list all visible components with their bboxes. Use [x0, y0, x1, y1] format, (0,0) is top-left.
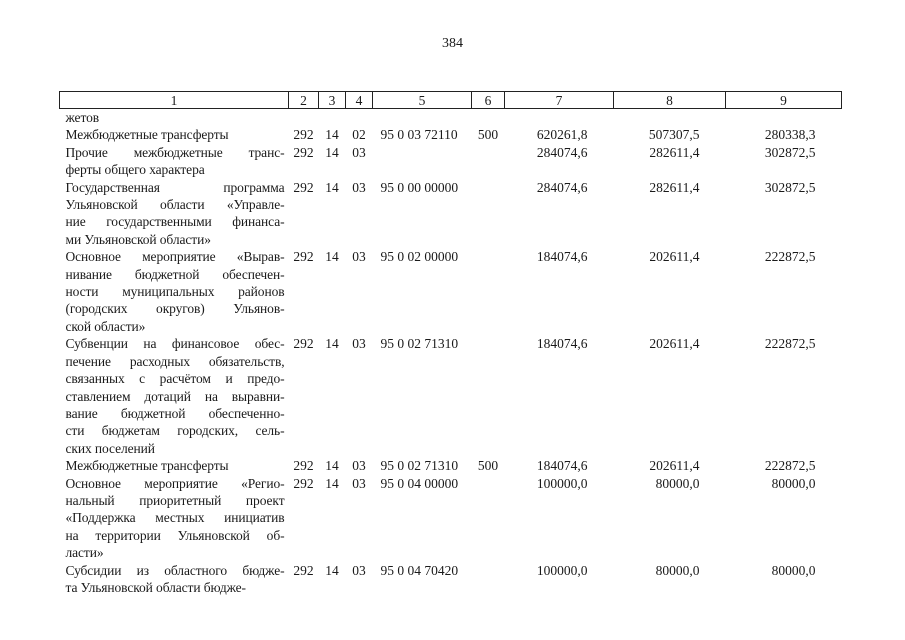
- row-name-line: Межбюджетные трансферты: [65, 127, 229, 143]
- cell-col-3: 14: [325, 458, 339, 474]
- table-row: [60, 457, 842, 474]
- cell-col-5: 95 0 00 00000: [380, 179, 459, 195]
- cell-col-7: 184074,6: [536, 458, 588, 474]
- column-header-7: 7: [505, 92, 614, 109]
- cell-col-6: [472, 179, 505, 249]
- row-name-line: связанных с расчётом и предо-: [65, 371, 285, 387]
- cell-col-2: 292: [293, 336, 314, 352]
- row-name-line: ставлением дотаций на выравни-: [65, 388, 285, 404]
- cell-col-3: [319, 109, 346, 127]
- column-header-9: 9: [726, 92, 842, 109]
- cell-col-5: 95 0 02 00000: [380, 249, 459, 265]
- row-name-line: ской области»: [65, 318, 146, 334]
- row-name-cell: [60, 457, 289, 474]
- column-header-4: 4: [346, 92, 373, 109]
- table-row: [60, 179, 842, 249]
- cell-col-2: 292: [293, 562, 314, 578]
- row-name-line: Государственная программа: [65, 179, 285, 195]
- row-name-line: Ульяновской области «Управле-: [65, 197, 285, 213]
- row-name-line: Субсидии из областного бюдже-: [65, 562, 285, 578]
- cell-col-7: 100000,0: [536, 562, 588, 578]
- row-name-line: нивание бюджетной обеспечен-: [65, 266, 285, 282]
- cell-col-6: 500: [477, 458, 499, 474]
- cell-col-9: 302872,5: [764, 144, 816, 160]
- cell-col-7: 620261,8: [536, 127, 588, 143]
- cell-col-5: 95 0 02 71310: [380, 336, 459, 352]
- table-row: [60, 335, 842, 457]
- row-name-line: «Поддержка местных инициатив: [65, 510, 285, 526]
- column-header-2: 2: [289, 92, 319, 109]
- cell-col-3: 14: [325, 475, 339, 491]
- cell-col-4: 03: [352, 144, 366, 160]
- cell-col-2: 292: [293, 179, 314, 195]
- cell-col-4: 03: [352, 249, 366, 265]
- cell-col-4: 03: [352, 562, 366, 578]
- row-name-line: печение расходных обязательств,: [65, 353, 285, 369]
- cell-col-7: 184074,6: [536, 249, 588, 265]
- row-name-line: нальный приоритетный проект: [65, 492, 285, 508]
- cell-col-9: [726, 109, 842, 127]
- row-name-line: вание бюджетной обеспеченно-: [65, 405, 285, 421]
- cell-col-6: [472, 109, 505, 127]
- row-name-cell: [60, 144, 289, 179]
- cell-col-6: [472, 248, 505, 335]
- cell-col-4: 03: [352, 179, 366, 195]
- cell-col-6: 500: [477, 127, 499, 143]
- cell-col-5: 95 0 04 70420: [380, 562, 459, 578]
- row-name-cell: [60, 248, 289, 335]
- cell-col-9: 80000,0: [771, 475, 816, 491]
- cell-col-3: 14: [325, 562, 339, 578]
- row-name-line: ских поселений: [65, 440, 155, 456]
- row-name-line: та Ульяновской области бюдже-: [65, 579, 246, 595]
- cell-col-3: 14: [325, 179, 339, 195]
- row-name-line: Основное мероприятие «Вырав-: [65, 249, 285, 265]
- cell-col-8: 202611,4: [649, 336, 700, 352]
- cell-col-5: [373, 109, 472, 127]
- cell-col-8: [614, 109, 726, 127]
- cell-col-8: 282611,4: [649, 179, 700, 195]
- cell-col-2: 292: [293, 249, 314, 265]
- cell-col-4: 03: [352, 458, 366, 474]
- row-name-line: ности муниципальных районов: [65, 284, 285, 300]
- column-header-1: 1: [60, 92, 289, 109]
- cell-col-7: [505, 109, 614, 127]
- cell-col-4: 03: [352, 475, 366, 491]
- column-header-5: 5: [373, 92, 472, 109]
- cell-col-2: 292: [293, 475, 314, 491]
- cell-col-5: 95 0 02 71310: [380, 458, 459, 474]
- cell-col-5: 95 0 04 00000: [380, 475, 459, 491]
- row-name-line: сти бюджетам городских, сель-: [65, 423, 285, 439]
- table-row: [60, 109, 842, 127]
- row-name-line: ми Ульяновской области»: [65, 231, 211, 247]
- cell-col-6: [472, 475, 505, 562]
- budget-table: [59, 91, 842, 596]
- cell-col-8: 80000,0: [655, 475, 700, 491]
- row-name-line: ние государственными финанса-: [65, 214, 285, 230]
- cell-col-4: 03: [352, 336, 366, 352]
- row-name-line: ласти»: [65, 545, 104, 561]
- cell-col-9: 302872,5: [764, 179, 816, 195]
- cell-col-8: 282611,4: [649, 144, 700, 160]
- cell-col-9: 80000,0: [771, 562, 816, 578]
- cell-col-5: [373, 144, 472, 179]
- cell-col-7: 284074,6: [536, 179, 588, 195]
- row-name-line: Основное мероприятие «Регио-: [65, 475, 285, 491]
- table-row: [60, 248, 842, 335]
- cell-col-7: 184074,6: [536, 336, 588, 352]
- table-row: [60, 144, 842, 179]
- column-header-6: 6: [472, 92, 505, 109]
- cell-col-8: 202611,4: [649, 458, 700, 474]
- cell-col-5: 95 0 03 72110: [380, 127, 458, 143]
- row-name-line: Межбюджетные трансферты: [65, 458, 229, 474]
- row-name-cell: [60, 475, 289, 562]
- cell-col-6: [472, 144, 505, 179]
- cell-col-2: 292: [293, 127, 314, 143]
- cell-col-2: 292: [293, 144, 314, 160]
- table-body: [60, 109, 842, 597]
- cell-col-6: [472, 335, 505, 457]
- row-name-line: ферты общего характера: [65, 162, 205, 178]
- cell-col-2: 292: [293, 458, 314, 474]
- row-name-cell: [60, 562, 289, 597]
- row-name-line: (городских округов) Ульянов-: [65, 301, 285, 317]
- table-row: [60, 562, 842, 597]
- column-header-3: 3: [319, 92, 346, 109]
- cell-col-4: [346, 109, 373, 127]
- cell-col-9: 222872,5: [764, 336, 816, 352]
- column-header-8: 8: [614, 92, 726, 109]
- cell-col-9: 222872,5: [764, 458, 816, 474]
- cell-col-4: 02: [352, 127, 366, 143]
- row-name-cell: [60, 335, 289, 457]
- table-row: [60, 126, 842, 143]
- cell-col-8: 80000,0: [655, 562, 700, 578]
- row-name-cell: [60, 109, 289, 127]
- cell-col-9: 280338,3: [764, 127, 816, 143]
- cell-col-7: 100000,0: [536, 475, 588, 491]
- cell-col-3: 14: [325, 336, 339, 352]
- row-name-cell: [60, 126, 289, 143]
- cell-col-2: [289, 109, 319, 127]
- page-number: 384: [442, 36, 463, 51]
- row-name-line: Прочие межбюджетные транс-: [65, 144, 285, 160]
- table-row: [60, 475, 842, 562]
- cell-col-9: 222872,5: [764, 249, 816, 265]
- cell-col-6: [472, 562, 505, 597]
- cell-col-3: 14: [325, 127, 339, 143]
- row-name-line: Субвенции на финансовое обес-: [65, 336, 285, 352]
- cell-col-3: 14: [325, 249, 339, 265]
- cell-col-8: 202611,4: [649, 249, 700, 265]
- table-header-row: [60, 92, 842, 109]
- cell-col-8: 507307,5: [648, 127, 700, 143]
- cell-col-3: 14: [325, 144, 339, 160]
- row-name-cell: [60, 179, 289, 249]
- row-name-line: жетов: [65, 110, 99, 125]
- cell-col-7: 284074,6: [536, 144, 588, 160]
- row-name-line: на территории Ульяновской об-: [65, 527, 285, 543]
